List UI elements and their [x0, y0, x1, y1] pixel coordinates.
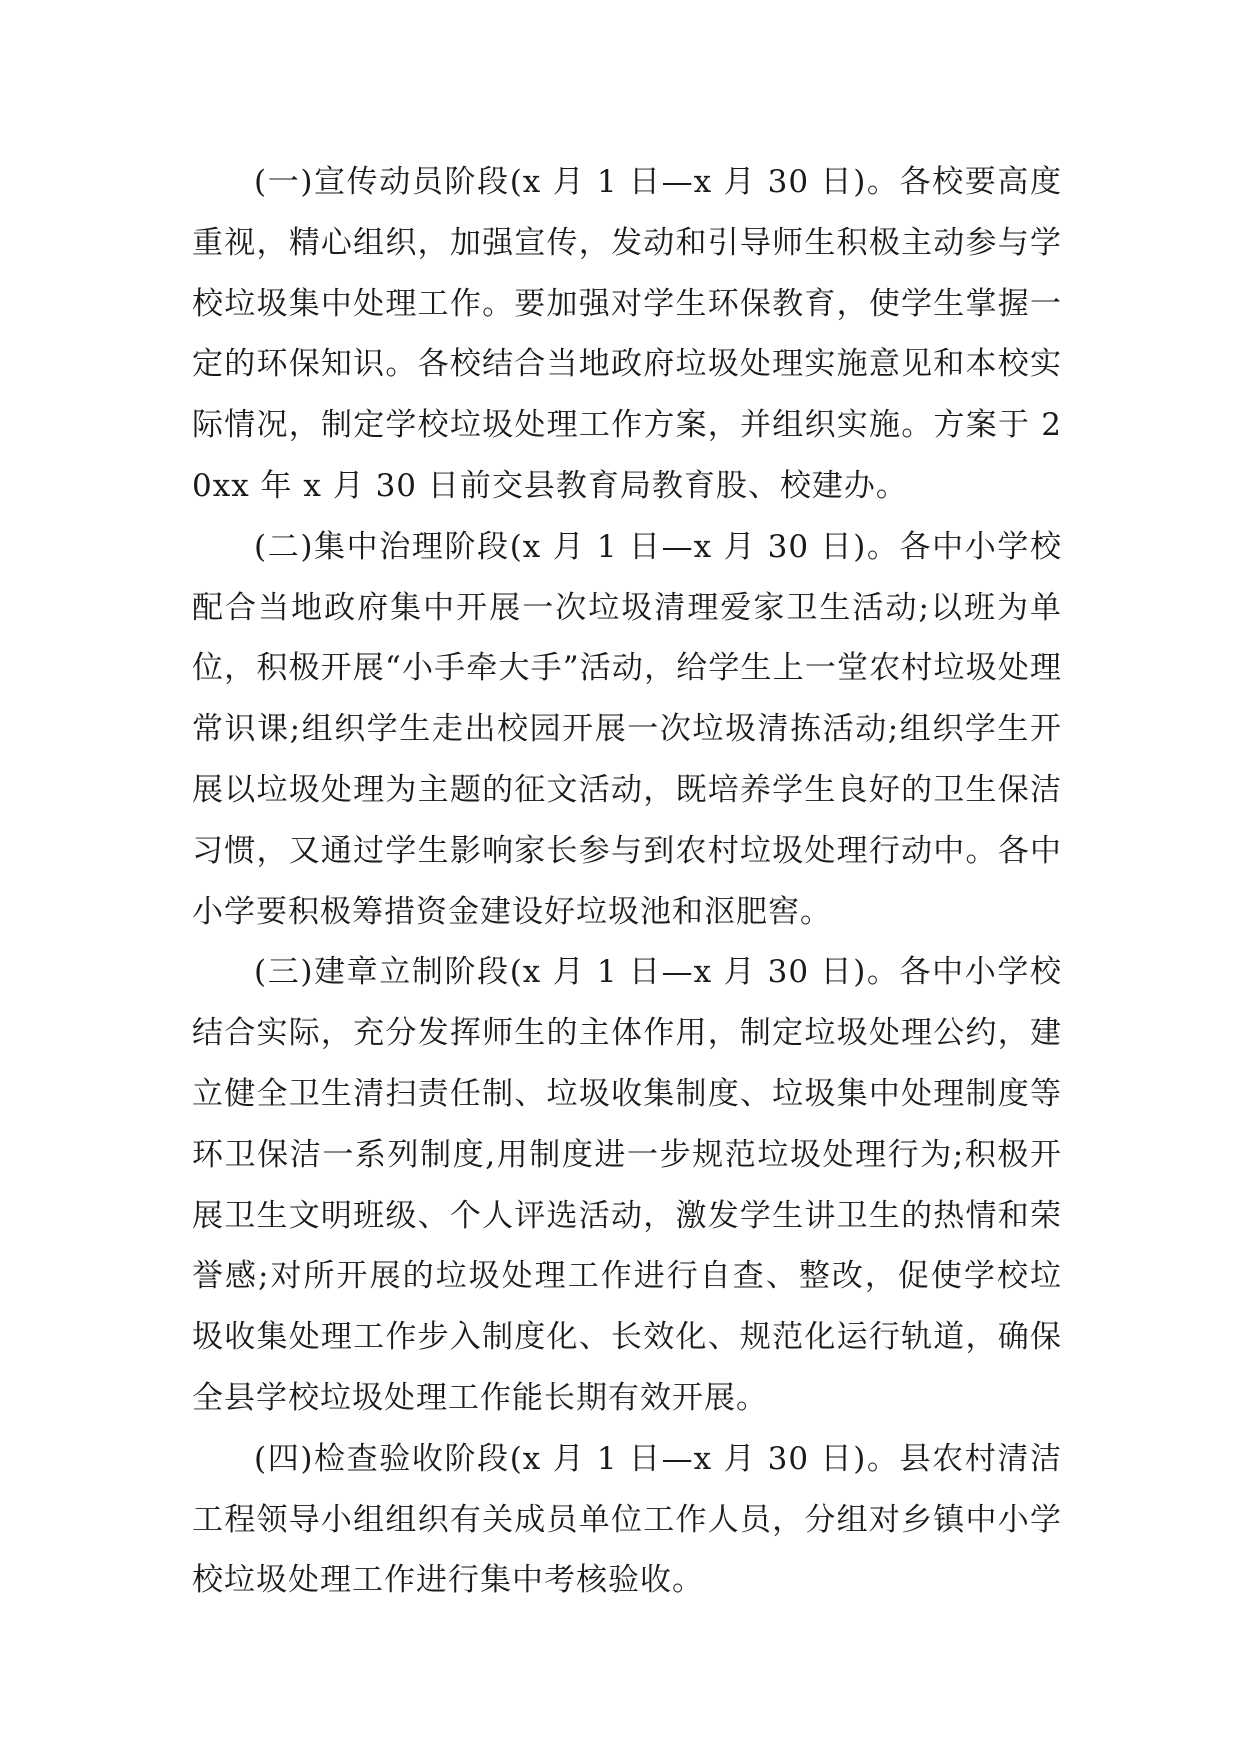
paragraph-treatment-stage: (二)集中治理阶段(x 月 1 日—x 月 30 日)。各中小学校配合当地政府集中开展一次垃圾清理爱家卫生活动;以班为单位，积极开展“小手牵大手”活动，给学生上一堂农村垃圾处理常识课;组织学生走出校园开展一次垃圾清拣活动;组织学生开展以垃圾处理为主题的征文活动，既培养学生良好的卫生保洁习惯，又通过学生影响家长参与到农村垃圾处理行动中。各中小学要积极筹措资金建设好垃圾池和沤肥窖。 [192, 528, 1062, 930]
paragraph-inspection-stage: (四)检查验收阶段(x 月 1 日—x 月 30 日)。县农村清洁工程领导小组组织有关成员单位工作人员，分组对乡镇中小学校垃圾处理工作进行集中考核验收。 [192, 1440, 1062, 1599]
paragraph-regulation-stage: (三)建章立制阶段(x 月 1 日—x 月 30 日)。各中小学校结合实际，充分发挥师生的主体作用，制定垃圾处理公约，建立健全卫生清扫责任制、垃圾收集制度、垃圾集中处理制度等环卫保洁一系列制度,用制度进一步规范垃圾处理行为;积极开展卫生文明班级、个人评选活动，激发学生讲卫生的热情和荣誉感;对所开展的垃圾处理工作进行自查、整改，促使学校垃圾收集处理工作步入制度化、长效化、规范化运行轨道，确保全县学校垃圾处理工作能长期有效开展。 [192, 954, 1062, 1416]
paragraph-publicity-stage: (一)宣传动员阶段(x 月 1 日—x 月 30 日)。各校要高度重视，精心组织，加强宣传，发动和引导师生积极主动参与学校垃圾集中处理工作。要加强对学生环保教育，使学生掌握一定的环保知识。各校结合当地政府垃圾处理实施意见和本校实际情况，制定学校垃圾处理工作方案，并组织实施。方案于 20xx 年 x 月 30 日前交县教育局教育股、校建办。 [192, 164, 1062, 504]
document-body [192, 152, 1062, 1611]
